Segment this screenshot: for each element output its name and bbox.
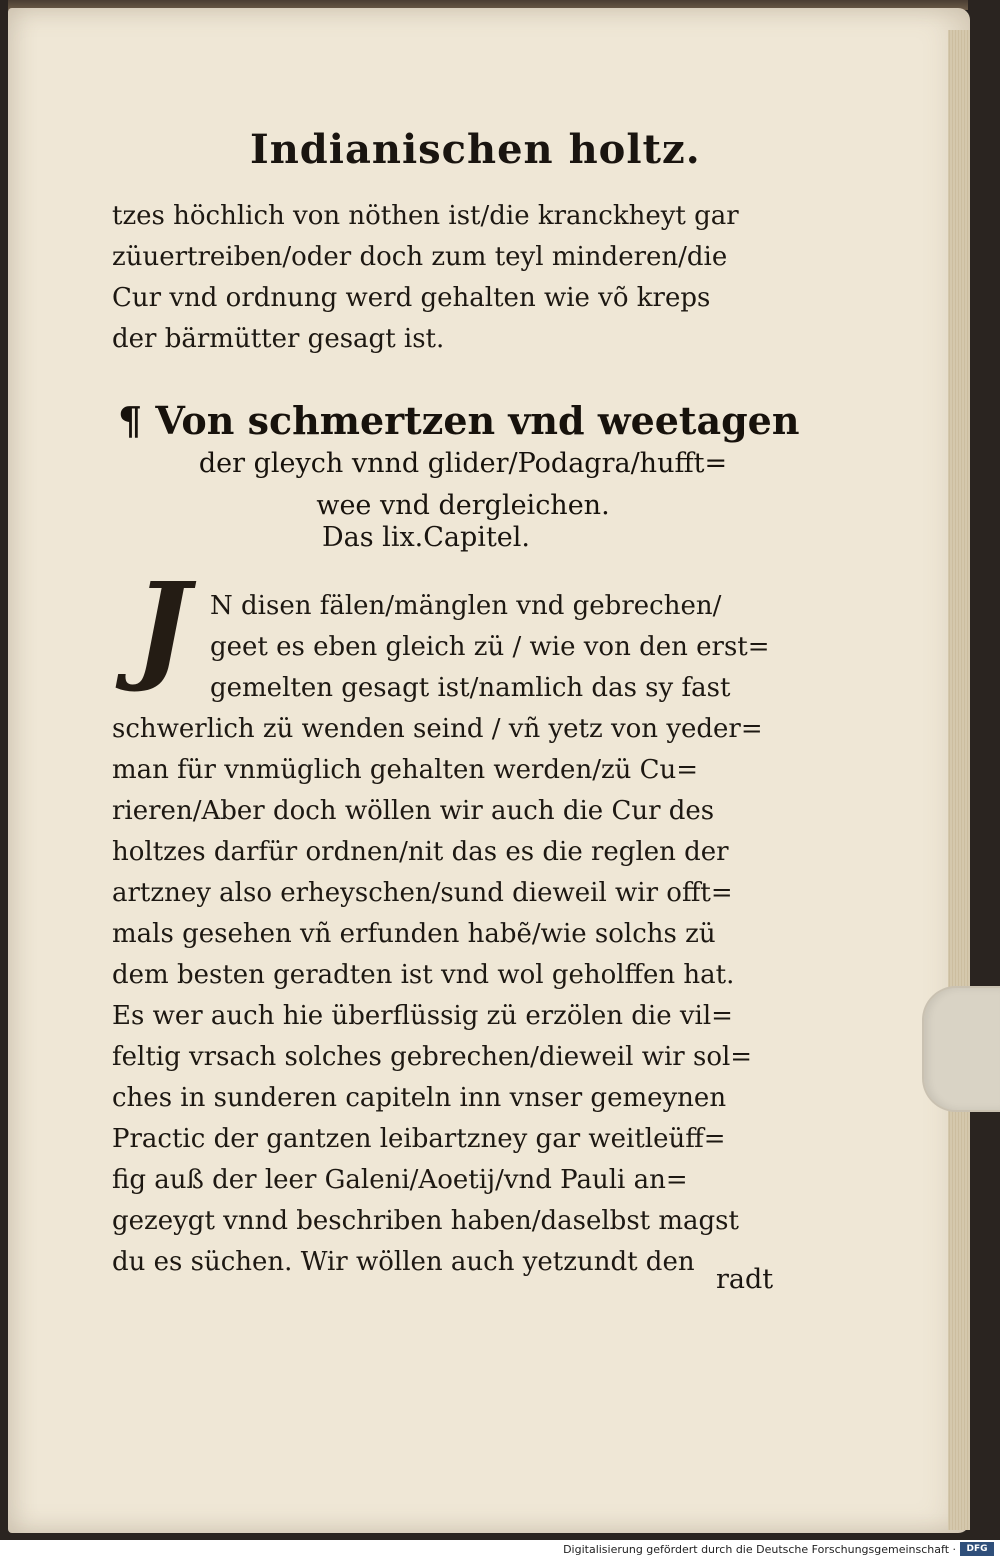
text-line: man für vnmüglich gehalten werden/zü Cu= [112, 755, 699, 785]
pilcrow-icon: ¶ [118, 398, 143, 443]
text-line: mals gesehen vñ erfunden habẽ/wie solchs zü [112, 919, 716, 949]
section-heading-line-3: wee vnd dergleichen. [316, 490, 610, 521]
text-line: dem besten geradten ist vnd wol geholffen hat. [112, 960, 735, 990]
text-line: du es süchen. Wir wöllen auch yetzundt den [112, 1247, 695, 1277]
text-line: rieren/Aber doch wöllen wir auch die Cur des [112, 796, 715, 826]
section-heading-line-1 [118, 398, 808, 443]
text-line: geet es eben gleich zü / wie von den erst= [210, 632, 770, 662]
section-heading-text: Von schmertzen vnd weetagen [155, 398, 800, 443]
dfg-logo-icon: DFG [960, 1542, 994, 1556]
text-line: N disen fälen/mänglen vnd gebrechen/ [210, 591, 722, 621]
decorated-initial: J [134, 556, 190, 695]
text-line: gemelten gesagt ist/namlich das sy fast [210, 673, 731, 703]
section-heading-line-2: der gleych vnnd glider/Podagra/hufft= [198, 448, 728, 479]
text-line: holtzes darfür ordnen/nit das es die reglen der [112, 837, 729, 867]
text-line: der bärmütter gesagt ist. [112, 324, 445, 354]
catchword: radt [716, 1264, 774, 1295]
footer-bar [0, 1540, 1000, 1559]
section-heading [118, 398, 808, 527]
page-clip [922, 986, 1000, 1112]
running-head: Indianischen holtz. [250, 126, 701, 173]
paragraph-2 [112, 586, 792, 1283]
text-line: ches in sunderen capiteln inn vnser gemeynen [112, 1083, 727, 1113]
text-line: züuertreiben/oder doch zum teyl minderen/die [112, 242, 728, 272]
text-line: tzes höchlich von nöthen ist/die kranckheyt gar [112, 201, 739, 231]
footer-credit: Digitalisierung gefördert durch die Deutsche Forschungsgemeinschaft · [563, 1543, 956, 1556]
text-line: Es wer auch hie überflüssig zü erzölen die vil= [112, 1001, 733, 1031]
paragraph-1 [112, 196, 812, 360]
text-line: Practic der gantzen leibartzney gar weitleüff= [112, 1124, 726, 1154]
text-line: Cur vnd ordnung werd gehalten wie võ kreps [112, 283, 711, 313]
text-line: artzney also erheyschen/sund dieweil wir offt= [112, 878, 733, 908]
text-line: schwerlich zü wenden seind / vñ yetz von yeder= [112, 714, 763, 744]
text-line: fig auß der leer Galeni/Aoetij/vnd Pauli an= [112, 1165, 688, 1195]
text-line: feltig vrsach solches gebrechen/dieweil wir sol= [112, 1042, 753, 1072]
text-line: gezeygt vnnd beschriben haben/daselbst magst [112, 1206, 739, 1236]
chapter-label: Das lix.Capitel. [322, 522, 530, 553]
page-edges [948, 30, 970, 1530]
